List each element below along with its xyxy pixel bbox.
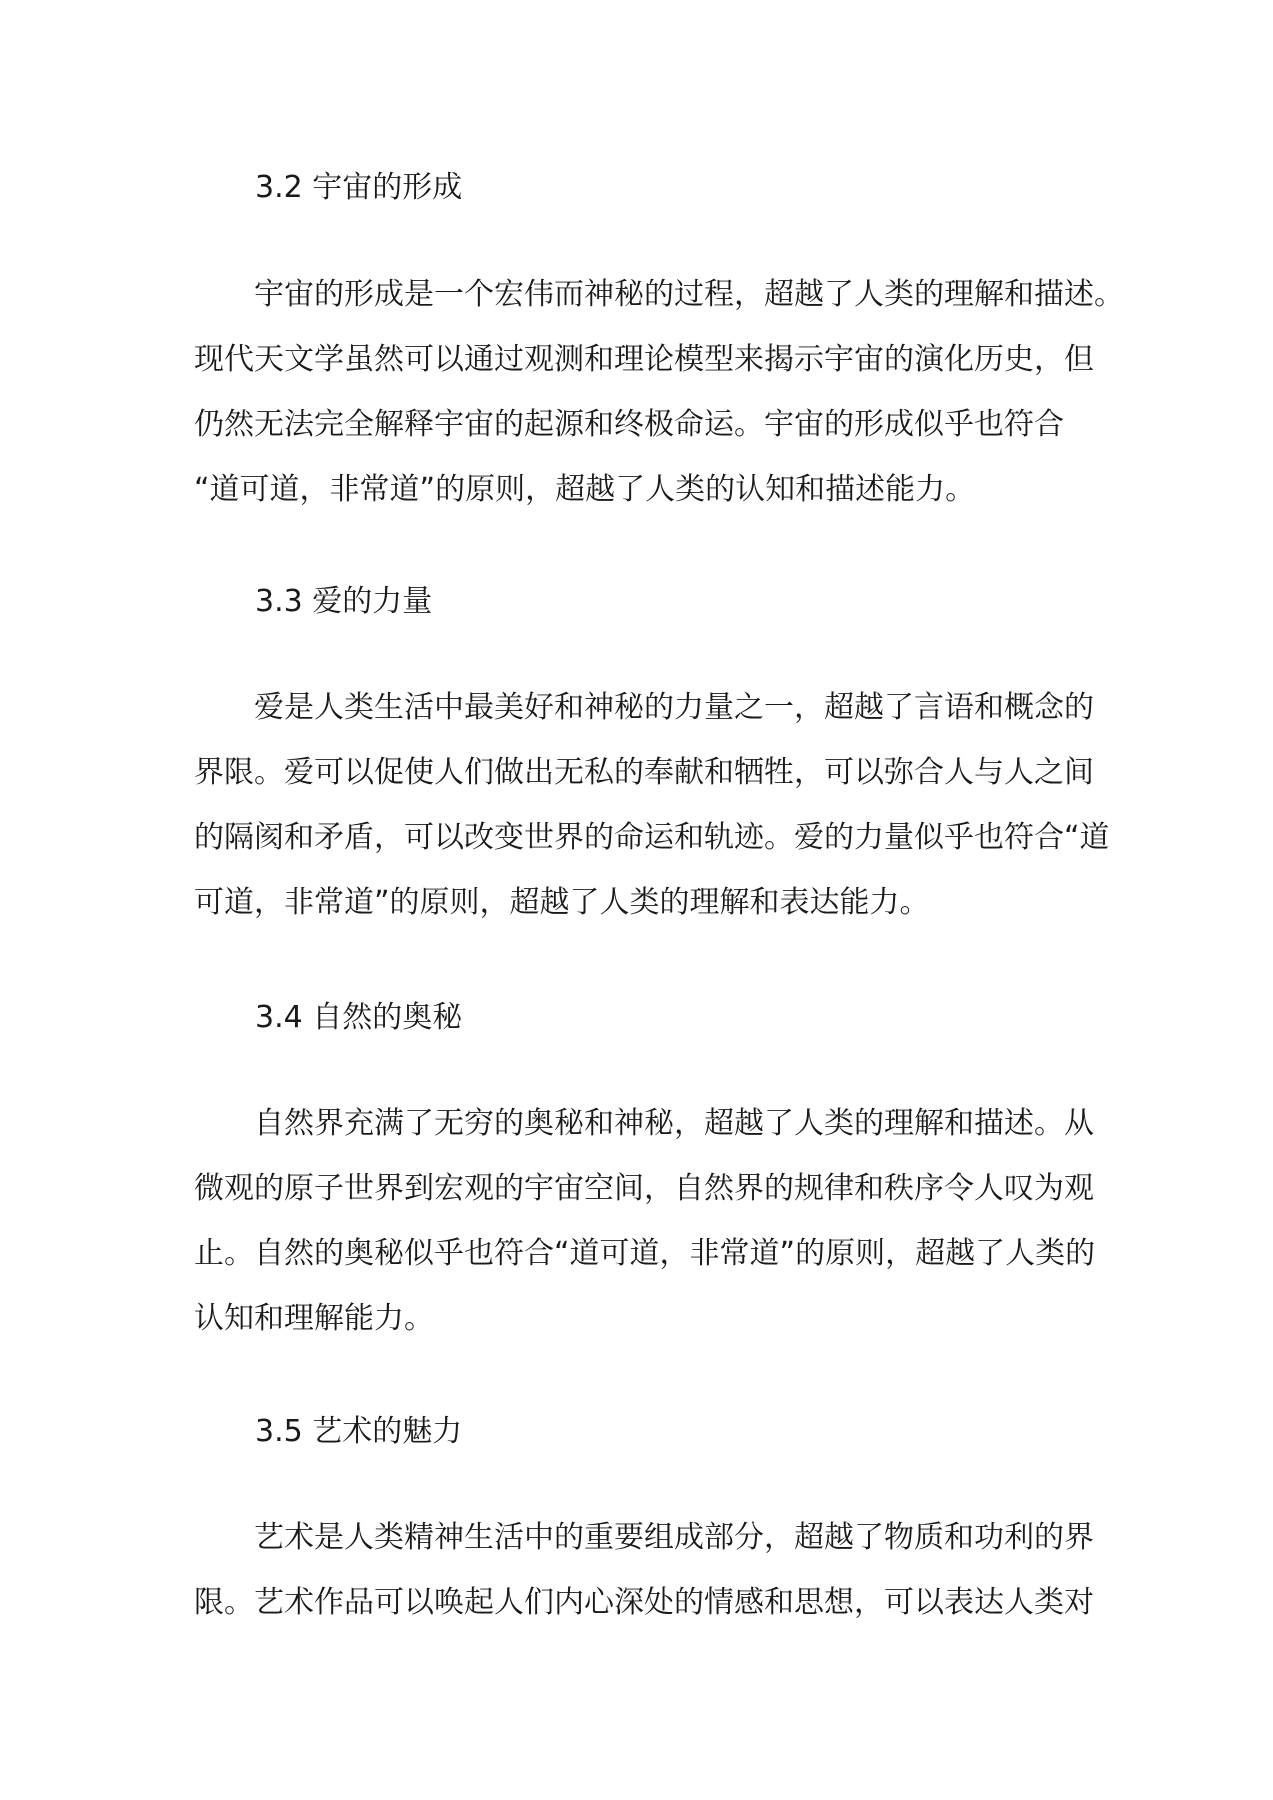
section-paragraph-3-4: [194, 1091, 1094, 1351]
section-heading-3-2: 3.2 宇宙的形成: [255, 170, 463, 205]
paragraph-line: 微观的原子世界到宏观的宇宙空间，自然界的规律和秩序令人叹为观: [194, 1171, 1094, 1206]
paragraph-line: 的隔阂和矛盾，可以改变世界的命运和轨迹。爱的力量似乎也符合“道: [194, 820, 1110, 855]
paragraph-line: 界限。爱可以促使人们做出无私的奉献和牺牲，可以弥合人与人之间: [194, 755, 1094, 790]
section-paragraph-3-3: [194, 675, 1110, 935]
section-heading-3-3: 3.3 爱的力量: [255, 584, 433, 619]
paragraph-line: 仍然无法完全解释宇宙的起源和终极命运。宇宙的形成似乎也符合: [194, 407, 1064, 442]
paragraph-line: 可道，非常道”的原则，超越了人类的理解和表达能力。: [194, 885, 930, 920]
paragraph-line: 限。艺术作品可以唤起人们内心深处的情感和思想，可以表达人类对: [194, 1585, 1094, 1620]
paragraph-line: “道可道，非常道”的原则，超越了人类的认知和描述能力。: [194, 472, 976, 507]
paragraph-line: 止。自然的奥秘似乎也符合“道可道，非常道”的原则，超越了人类的: [194, 1236, 1096, 1271]
section-heading-3-4: 3.4 自然的奥秘: [255, 1000, 463, 1035]
section-paragraph-3-5: [194, 1505, 1094, 1635]
paragraph-line: 认知和理解能力。: [194, 1301, 434, 1336]
paragraph-line: 艺术是人类精神生活中的重要组成部分，超越了物质和功利的界: [254, 1520, 1094, 1555]
section-paragraph-3-2: [194, 262, 1124, 522]
section-heading-3-5: 3.5 艺术的魅力: [255, 1414, 463, 1449]
paragraph-line: 宇宙的形成是一个宏伟而神秘的过程，超越了人类的理解和描述。: [254, 277, 1124, 312]
paragraph-line: 爱是人类生活中最美好和神秘的力量之一，超越了言语和概念的: [254, 690, 1094, 725]
paragraph-line: 自然界充满了无穷的奥秘和神秘，超越了人类的理解和描述。从: [254, 1106, 1094, 1141]
paragraph-line: 现代天文学虽然可以通过观测和理论模型来揭示宇宙的演化历史，但: [194, 342, 1094, 377]
